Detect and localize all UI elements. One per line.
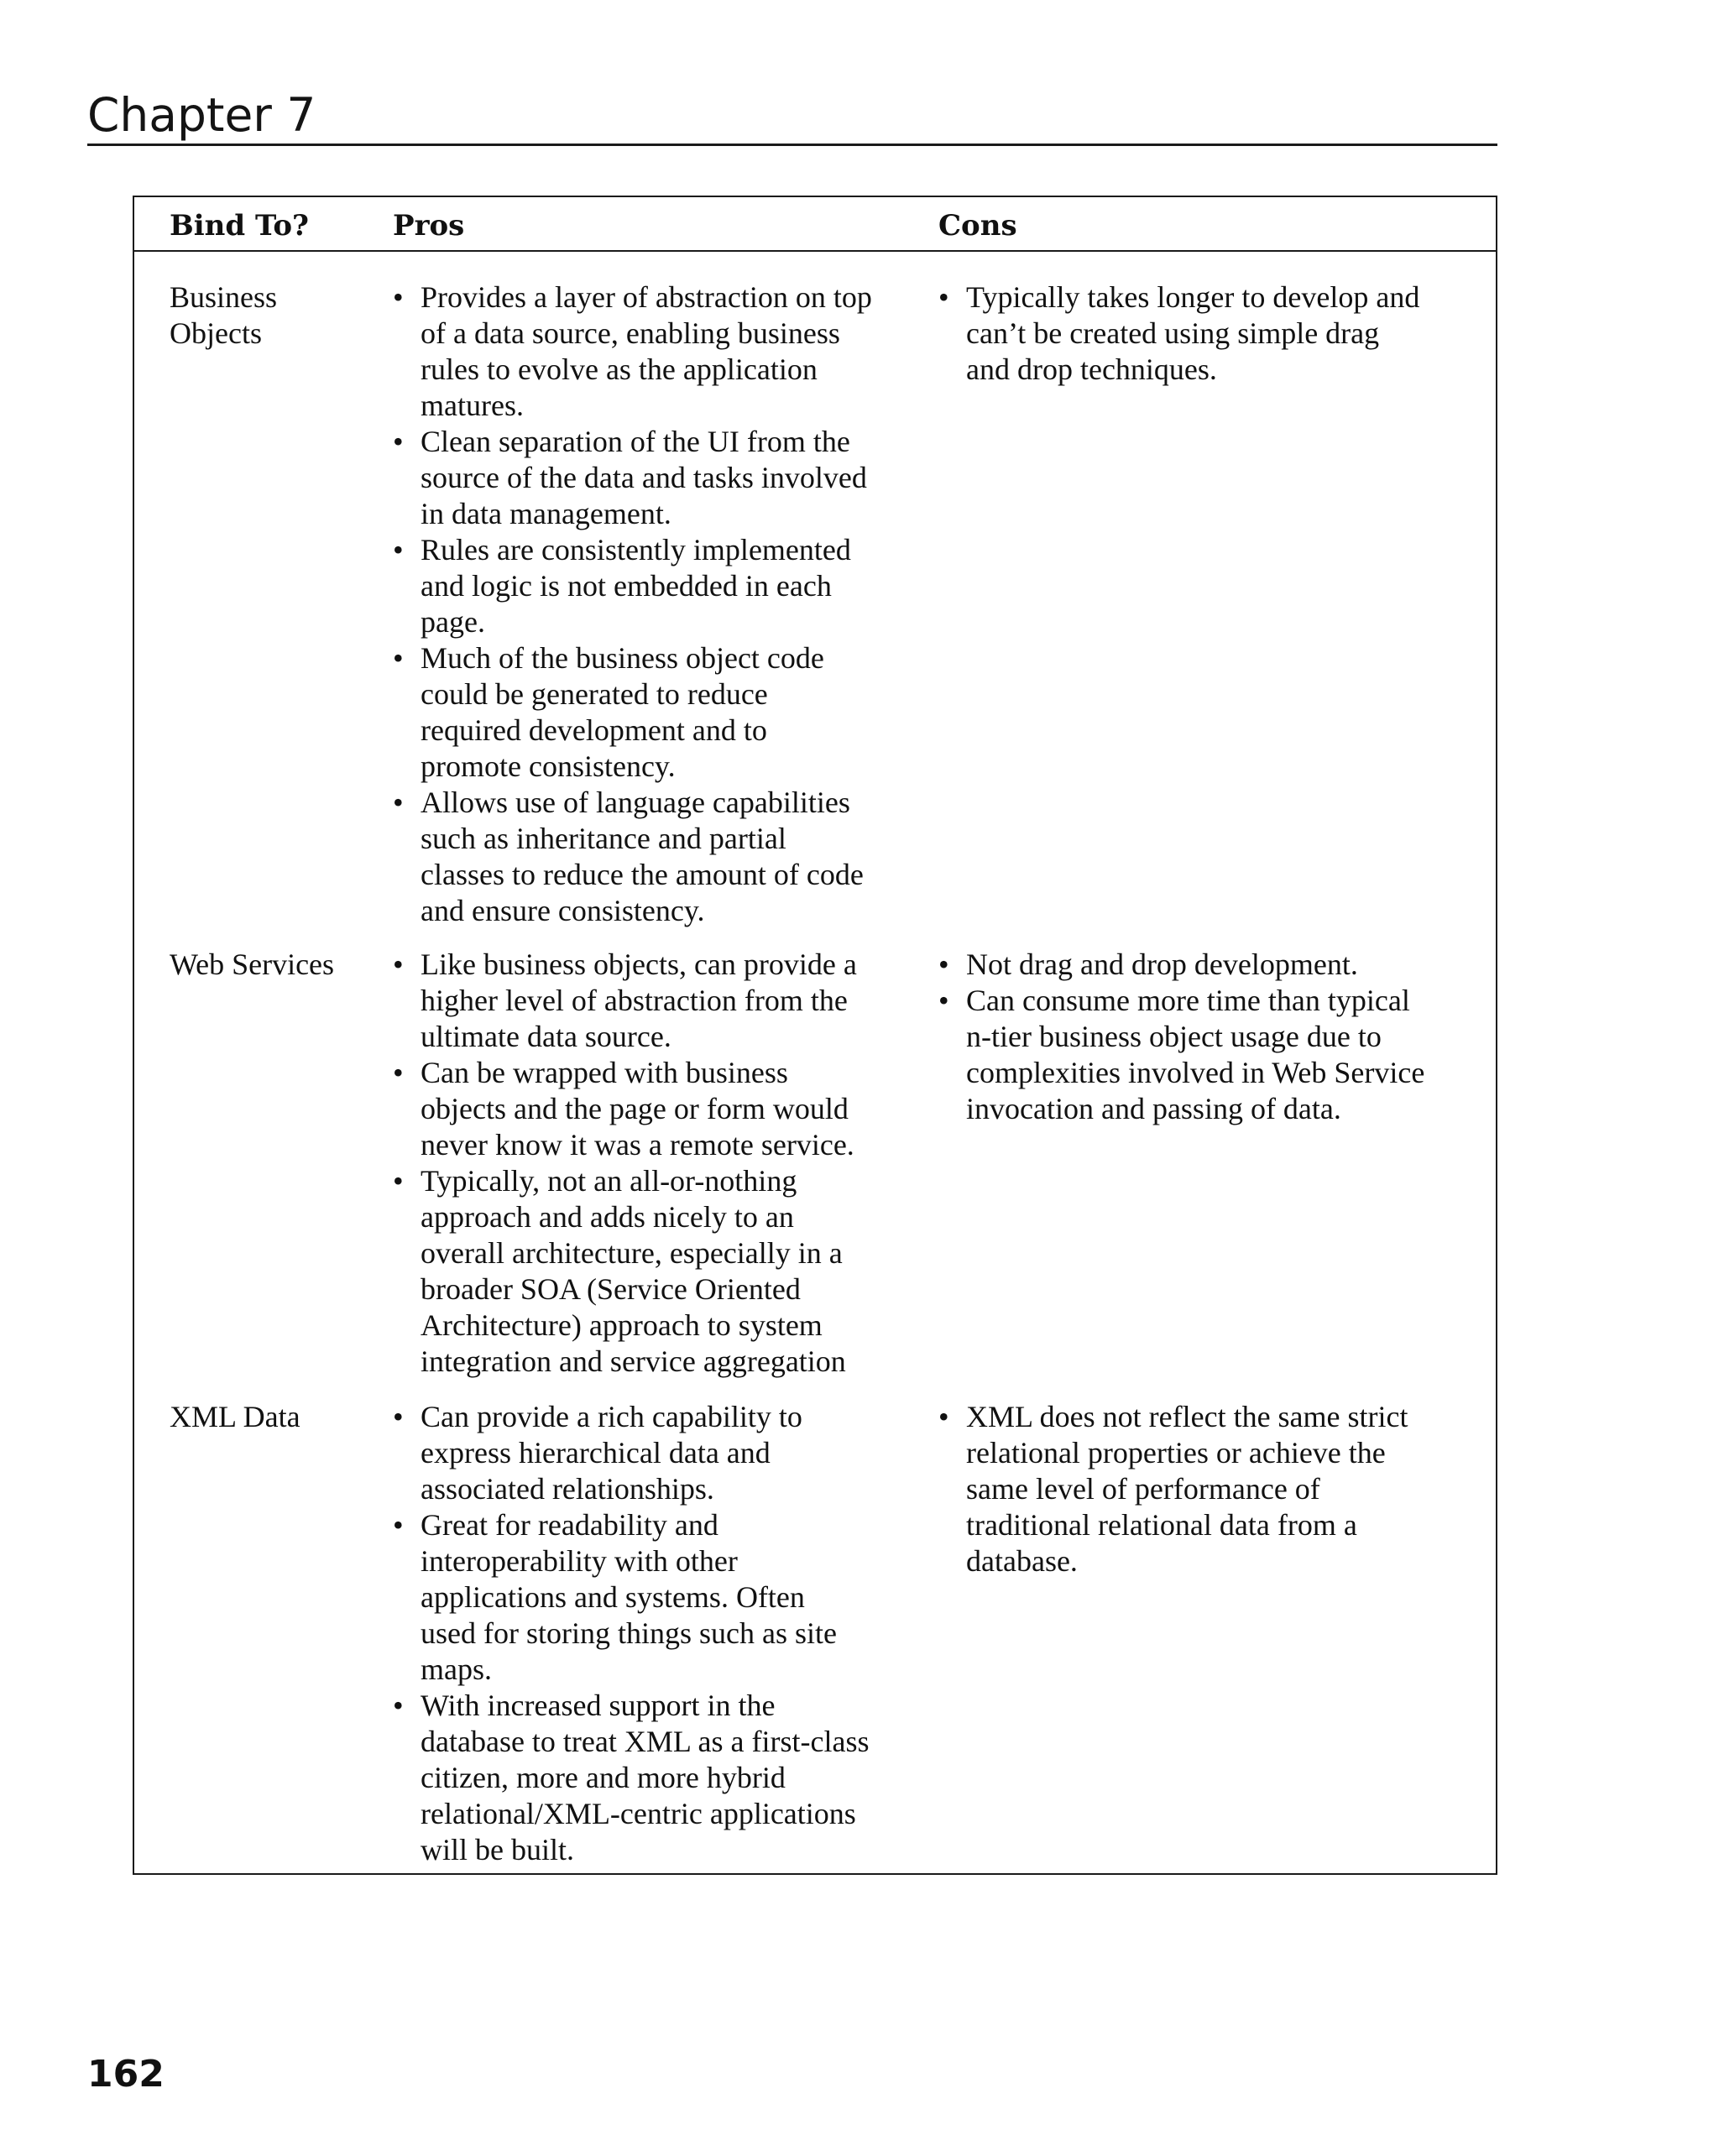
cons-item — [938, 983, 1476, 1127]
pros-item — [393, 785, 1039, 929]
bullet-icon: • — [393, 280, 404, 314]
bullet-icon: • — [393, 1056, 404, 1089]
cons-item — [938, 1399, 1476, 1579]
pros-item-text: Allows use of language capabilities such as inheritance and partial classes to reduce the amount of code and ensure consistency. — [421, 786, 864, 927]
row-label: XML Data — [170, 1400, 300, 1433]
cons-item-text: Typically takes longer to develop and can’t be created using simple drag and drop techniques. — [966, 280, 1420, 386]
pros-item — [393, 1163, 1039, 1380]
bullet-icon: • — [938, 280, 949, 314]
cons-list — [938, 947, 1476, 1127]
cons-item-text: Not drag and drop development. — [966, 947, 1358, 981]
bullet-icon: • — [938, 984, 949, 1017]
pros-item — [393, 640, 1039, 785]
cons-item-text: Can consume more time than typical n-tier business object usage due to complexities involved in Web Service invocation and passing of data. — [966, 984, 1425, 1125]
bullet-icon: • — [393, 1400, 404, 1433]
column-header-cons: Cons — [938, 209, 1017, 243]
pros-item — [393, 1688, 1039, 1868]
bullet-icon: • — [393, 786, 404, 819]
bullet-icon: • — [393, 1508, 404, 1542]
cons-item — [938, 947, 1476, 983]
chapter-title: Chapter 7 — [87, 88, 316, 142]
cons-item-text: XML does not reflect the same strict relational properties or achieve the same level of performance of traditional relational data from a database. — [966, 1400, 1408, 1578]
bullet-icon: • — [393, 533, 404, 566]
bullet-icon: • — [393, 425, 404, 458]
bullet-icon: • — [938, 1400, 949, 1433]
bullet-icon: • — [393, 641, 404, 675]
column-header-pros: Pros — [393, 209, 465, 243]
pros-item — [393, 532, 1039, 640]
row-label: Business Objects — [170, 280, 278, 350]
pros-item-text: Rules are consistently implemented and logic is not embedded in each page. — [421, 533, 851, 639]
pros-item — [393, 424, 1039, 532]
cons-list — [938, 1399, 1476, 1579]
pros-item-text: Great for readability and interoperability with other applications and systems. Often used for storing things such as site maps. — [421, 1508, 837, 1686]
cons-item — [938, 279, 1476, 388]
column-header-bind-to: Bind To? — [170, 209, 309, 243]
bullet-icon: • — [938, 947, 949, 981]
pros-item-text: With increased support in the database to treat XML as a first-class citizen, more and more hybrid relational/XML-centric applications will be built. — [421, 1689, 870, 1866]
page-number: 162 — [87, 2053, 165, 2096]
bullet-icon: • — [393, 1164, 404, 1198]
chapter-header — [87, 87, 1497, 146]
pros-item-text: Much of the business object code could be generated to reduce required development and to promote consistency. — [421, 641, 824, 783]
pros-item-text: Clean separation of the UI from the source of the data and tasks involved in data management. — [421, 425, 867, 530]
table-header-row — [134, 197, 1496, 252]
row-label: Web Services — [170, 947, 335, 981]
pros-item-text: Typically, not an all-or-nothing approach and adds nicely to an overall architecture, especially in a broader SOA (Service Oriented Architecture) approach to system integration and service aggregation — [421, 1164, 846, 1378]
pros-item-text: Can be wrapped with business objects and the page or form would never know it was a remote service. — [421, 1056, 854, 1162]
pros-item-text: Can provide a rich capability to express hierarchical data and associated relationships. — [421, 1400, 802, 1506]
cons-list — [938, 279, 1476, 388]
bullet-icon: • — [393, 947, 404, 981]
pros-item-text: Provides a layer of abstraction on top of a data source, enabling business rules to evolve as the application matures. — [421, 280, 872, 422]
bullet-icon: • — [393, 1689, 404, 1722]
pros-item-text: Like business objects, can provide a higher level of abstraction from the ultimate data source. — [421, 947, 857, 1053]
comparison-table — [133, 196, 1497, 1875]
